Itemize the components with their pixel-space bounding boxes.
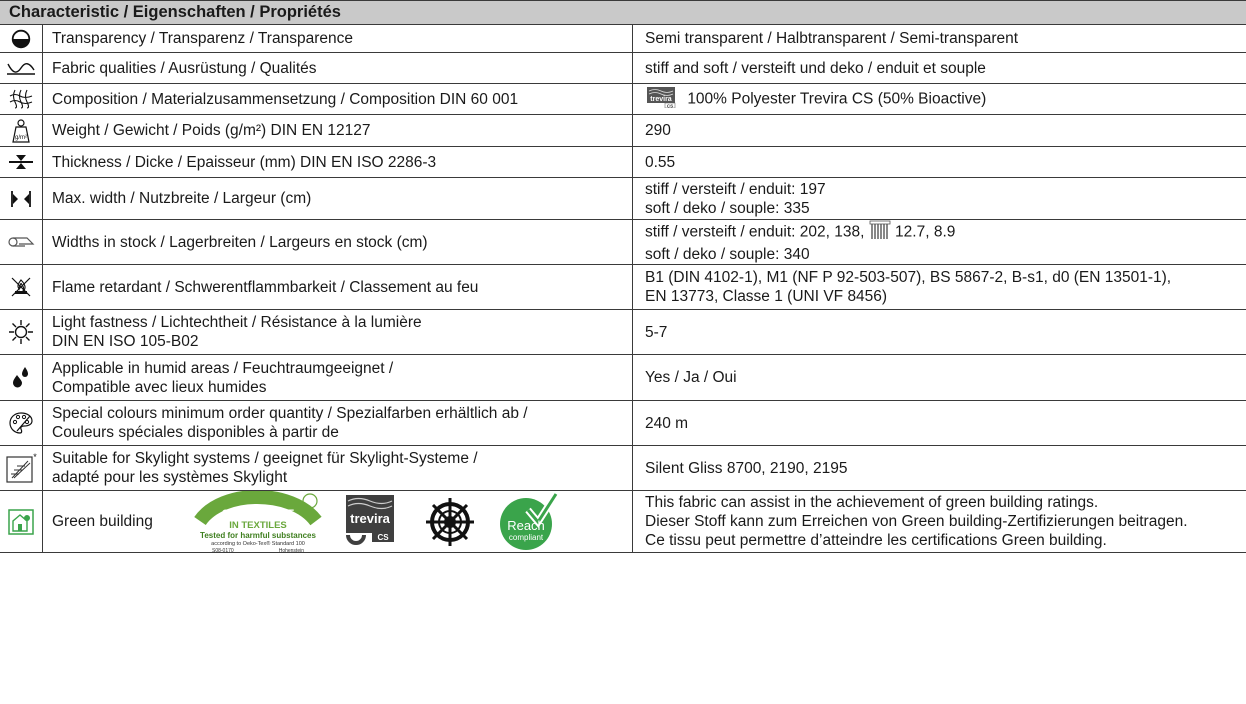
- value-line: B1 (DIN 4102-1), M1 (NF P 92-503-507), BS 5867-2, B-s1, d0 (EN 13501-1),: [645, 269, 1172, 286]
- property-label: [43, 446, 633, 491]
- property-label: Fabric qualities / Ausrüstung / Qualités: [43, 53, 633, 84]
- composition-value-text: 100% Polyester Trevira CS (50% Bioactive): [687, 90, 987, 108]
- max-width-icon: [0, 178, 43, 220]
- value-line: [645, 220, 1246, 245]
- trevira-badge-sub: CS: [666, 102, 674, 108]
- property-value: [633, 265, 1246, 310]
- property-label: Flame retardant / Schwerentflammbarkeit / Classement au feu: [43, 265, 633, 310]
- property-value: Yes / Ja / Oui: [633, 355, 1246, 401]
- property-value: 5-7: [633, 310, 1246, 355]
- certification-logos: [192, 491, 558, 553]
- light-fastness-icon: [0, 310, 43, 355]
- property-label-line: Suitable for Skylight systems / geeignet für Skylight-Systeme /: [52, 450, 478, 467]
- table-header-title: Characteristic / Eigenschaften / Propriétés: [0, 1, 1246, 25]
- oeko-line3: Tested for harmful substances: [200, 530, 316, 540]
- row-green-building: [0, 491, 1246, 553]
- row-transparency: [0, 25, 1246, 53]
- oeko-line2: IN TEXTILES: [229, 519, 287, 531]
- green-building-label: Green building: [52, 513, 153, 530]
- property-label: [43, 310, 633, 355]
- property-label: Weight / Gewicht / Poids (g/m²) DIN EN 12127: [43, 115, 633, 147]
- composition-icon: [0, 84, 43, 115]
- property-value: [633, 220, 1246, 265]
- widths-in-stock-icon: [0, 220, 43, 265]
- vertical-blind-icon: [869, 220, 891, 245]
- thickness-icon: [0, 147, 43, 178]
- property-label: Thickness / Dicke / Epaisseur (mm) DIN EN ISO 2286-3: [43, 147, 633, 178]
- property-value: [633, 178, 1246, 220]
- property-label: [43, 401, 633, 446]
- row-weight: [0, 115, 1246, 147]
- row-flame-retardant: [0, 265, 1246, 310]
- property-label-line: Special colours minimum order quantity / Spezialfarben erhältlich ab /: [52, 405, 528, 422]
- transparency-icon: [0, 25, 43, 53]
- trevira-cs-logo-icon: [336, 491, 406, 553]
- value-line: soft / deko / souple: 335: [645, 199, 810, 217]
- ship-wheel-logo-icon: [424, 496, 476, 548]
- property-value: [633, 84, 1246, 115]
- weight-icon: [0, 115, 43, 147]
- oeko-line1: CONFIDENCE: [221, 507, 295, 520]
- green-building-logos-cell: [43, 491, 633, 553]
- trevira-sub: CS: [377, 532, 389, 542]
- row-fabric-qualities: [0, 53, 1246, 84]
- property-value: 240 m: [633, 401, 1246, 446]
- row-special-colours: [0, 401, 1246, 446]
- property-label-line: Light fastness / Lichtechtheit / Résistance à la lumière: [52, 314, 422, 331]
- value-line: soft / deko / souple: 340: [645, 246, 810, 263]
- humid-areas-icon: [0, 355, 43, 401]
- value-line: Dieser Stoff kann zum Erreichen von Green building-Zertifizierungen beitragen.: [645, 513, 1188, 530]
- row-max-width: [0, 178, 1246, 220]
- flame-retardant-icon: [0, 265, 43, 310]
- value-line: Ce tissu peut permettre d’atteindre les certifications Green building.: [645, 532, 1107, 549]
- trevira-name: trevira: [350, 510, 390, 526]
- value-line-suffix: 12.7, 8.9: [895, 223, 956, 241]
- property-label-line: adapté pour les systèmes Skylight: [52, 469, 288, 486]
- property-label-line: DIN EN ISO 105-B02: [52, 333, 199, 350]
- fabric-qualities-icon: [0, 53, 43, 84]
- oeko-line4: according to Oeko-Tex® Standard 100: [211, 540, 305, 547]
- value-line: stiff / versteift / enduit: 197: [645, 180, 826, 198]
- special-colours-icon: [0, 401, 43, 446]
- reach-line1: Reach: [507, 517, 545, 533]
- property-label-line: Compatible avec lieux humides: [52, 378, 267, 396]
- row-thickness: [0, 147, 1246, 178]
- property-label-line: Couleurs spéciales disponibles à partir de: [52, 424, 339, 441]
- property-label: [43, 355, 633, 401]
- oeko-tex-logo-icon: [192, 491, 324, 553]
- property-value: stiff and soft / versteift und deko / enduit et souple: [633, 53, 1246, 84]
- value-line: This fabric can assist in the achievement of green building ratings.: [645, 494, 1099, 511]
- property-label: Transparency / Transparenz / Transparence: [43, 25, 633, 53]
- row-widths-in-stock: [0, 220, 1246, 265]
- trevira-cs-badge-icon: [645, 86, 683, 113]
- oeko-institute: Hohenstein: [278, 547, 304, 553]
- weight-icon-unit: g/m²: [15, 134, 27, 141]
- skylight-icon: [0, 446, 43, 491]
- reach-compliant-logo-icon: [498, 492, 558, 552]
- value-line-text: stiff / versteift / enduit: 202, 138,: [645, 223, 865, 241]
- property-label: Max. width / Nutzbreite / Largeur (cm): [43, 178, 633, 220]
- property-value: 0.55: [633, 147, 1246, 178]
- row-light-fastness: [0, 310, 1246, 355]
- green-building-value: [633, 491, 1246, 553]
- row-humid-areas: [0, 355, 1246, 401]
- property-label: Composition / Materialzusammensetzung / Composition DIN 60 001: [43, 84, 633, 115]
- property-value: Semi transparent / Halbtransparent / Semi-transparent: [633, 25, 1246, 53]
- value-line: EN 13773, Classe 1 (UNI VF 8456): [645, 288, 888, 305]
- property-value: 290: [633, 115, 1246, 147]
- property-label: Widths in stock / Lagerbreiten / Largeurs en stock (cm): [43, 220, 633, 265]
- trevira-badge-text: trevira: [650, 95, 672, 103]
- green-building-icon: [0, 491, 43, 553]
- oeko-code: S08-0170: [212, 547, 234, 553]
- property-value: Silent Gliss 8700, 2190, 2195: [633, 446, 1246, 491]
- row-skylight: [0, 446, 1246, 491]
- skylight-asterisk: *: [33, 452, 37, 462]
- reach-line2: compliant: [508, 532, 544, 542]
- property-label-line: Applicable in humid areas / Feuchtraumgeeignet /: [52, 359, 394, 377]
- table-header-row: [0, 1, 1246, 25]
- row-composition: [0, 84, 1246, 115]
